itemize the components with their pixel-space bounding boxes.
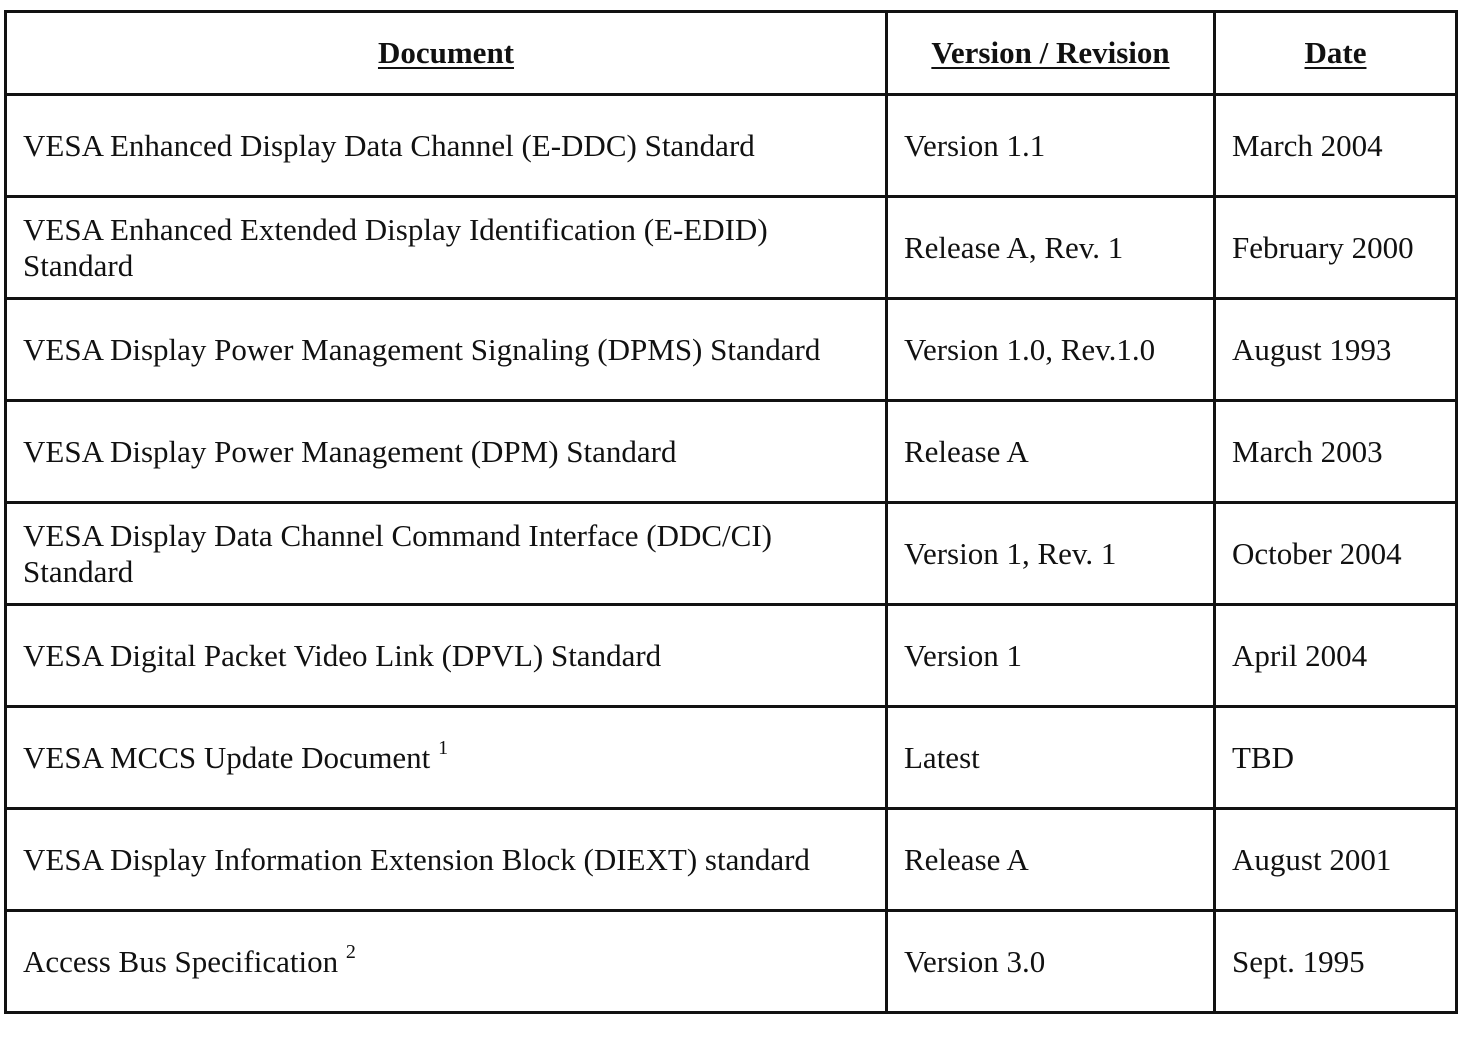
footnote-marker: 2 bbox=[345, 940, 356, 963]
version-cell: Version 1.1 bbox=[887, 95, 1215, 197]
document-cell bbox=[6, 401, 887, 503]
footnote-marker: 1 bbox=[438, 736, 449, 759]
date-cell: Sept. 1995 bbox=[1215, 911, 1457, 1013]
header-version: Version / Revision bbox=[887, 12, 1215, 95]
version-cell: Version 3.0 bbox=[887, 911, 1215, 1013]
table-row bbox=[6, 707, 1457, 809]
date-cell: TBD bbox=[1215, 707, 1457, 809]
date-cell: April 2004 bbox=[1215, 605, 1457, 707]
document-title: VESA Enhanced Extended Display Identification (E-EDID) Standard bbox=[23, 211, 768, 283]
version-cell: Version 1.0, Rev.1.0 bbox=[887, 299, 1215, 401]
version-cell: Release A, Rev. 1 bbox=[887, 197, 1215, 299]
document-title: Access Bus Specification bbox=[23, 943, 339, 979]
version-cell: Latest bbox=[887, 707, 1215, 809]
table-row bbox=[6, 95, 1457, 197]
document-cell bbox=[6, 299, 887, 401]
header-date: Date bbox=[1215, 12, 1457, 95]
document-cell bbox=[6, 911, 887, 1013]
header-document: Document bbox=[6, 12, 887, 95]
document-title: VESA Display Power Management Signaling (DPMS) Standard bbox=[23, 331, 821, 367]
date-cell: March 2004 bbox=[1215, 95, 1457, 197]
document-title: VESA Digital Packet Video Link (DPVL) Standard bbox=[23, 637, 662, 673]
date-cell: March 2003 bbox=[1215, 401, 1457, 503]
table-row bbox=[6, 605, 1457, 707]
document-title: VESA Enhanced Display Data Channel (E-DDC) Standard bbox=[23, 127, 755, 163]
version-cell: Version 1 bbox=[887, 605, 1215, 707]
table-row bbox=[6, 401, 1457, 503]
reference-documents-table bbox=[4, 10, 1458, 1014]
document-title: VESA MCCS Update Document bbox=[23, 739, 431, 775]
document-cell bbox=[6, 95, 887, 197]
table-row bbox=[6, 809, 1457, 911]
version-cell: Release A bbox=[887, 809, 1215, 911]
version-cell: Version 1, Rev. 1 bbox=[887, 503, 1215, 605]
version-cell: Release A bbox=[887, 401, 1215, 503]
document-title: VESA Display Data Channel Command Interface (DDC/CI) Standard bbox=[23, 517, 772, 589]
table-row bbox=[6, 911, 1457, 1013]
document-title: VESA Display Power Management (DPM) Standard bbox=[23, 433, 677, 469]
document-cell bbox=[6, 809, 887, 911]
document-cell bbox=[6, 707, 887, 809]
date-cell: August 1993 bbox=[1215, 299, 1457, 401]
date-cell: February 2000 bbox=[1215, 197, 1457, 299]
document-cell bbox=[6, 605, 887, 707]
table-row bbox=[6, 503, 1457, 605]
document-cell bbox=[6, 503, 887, 605]
document-cell bbox=[6, 197, 887, 299]
date-cell: August 2001 bbox=[1215, 809, 1457, 911]
table-row bbox=[6, 299, 1457, 401]
table-row bbox=[6, 197, 1457, 299]
document-title: VESA Display Information Extension Block (DIEXT) standard bbox=[23, 841, 810, 877]
date-cell: October 2004 bbox=[1215, 503, 1457, 605]
table-header-row bbox=[6, 12, 1457, 95]
